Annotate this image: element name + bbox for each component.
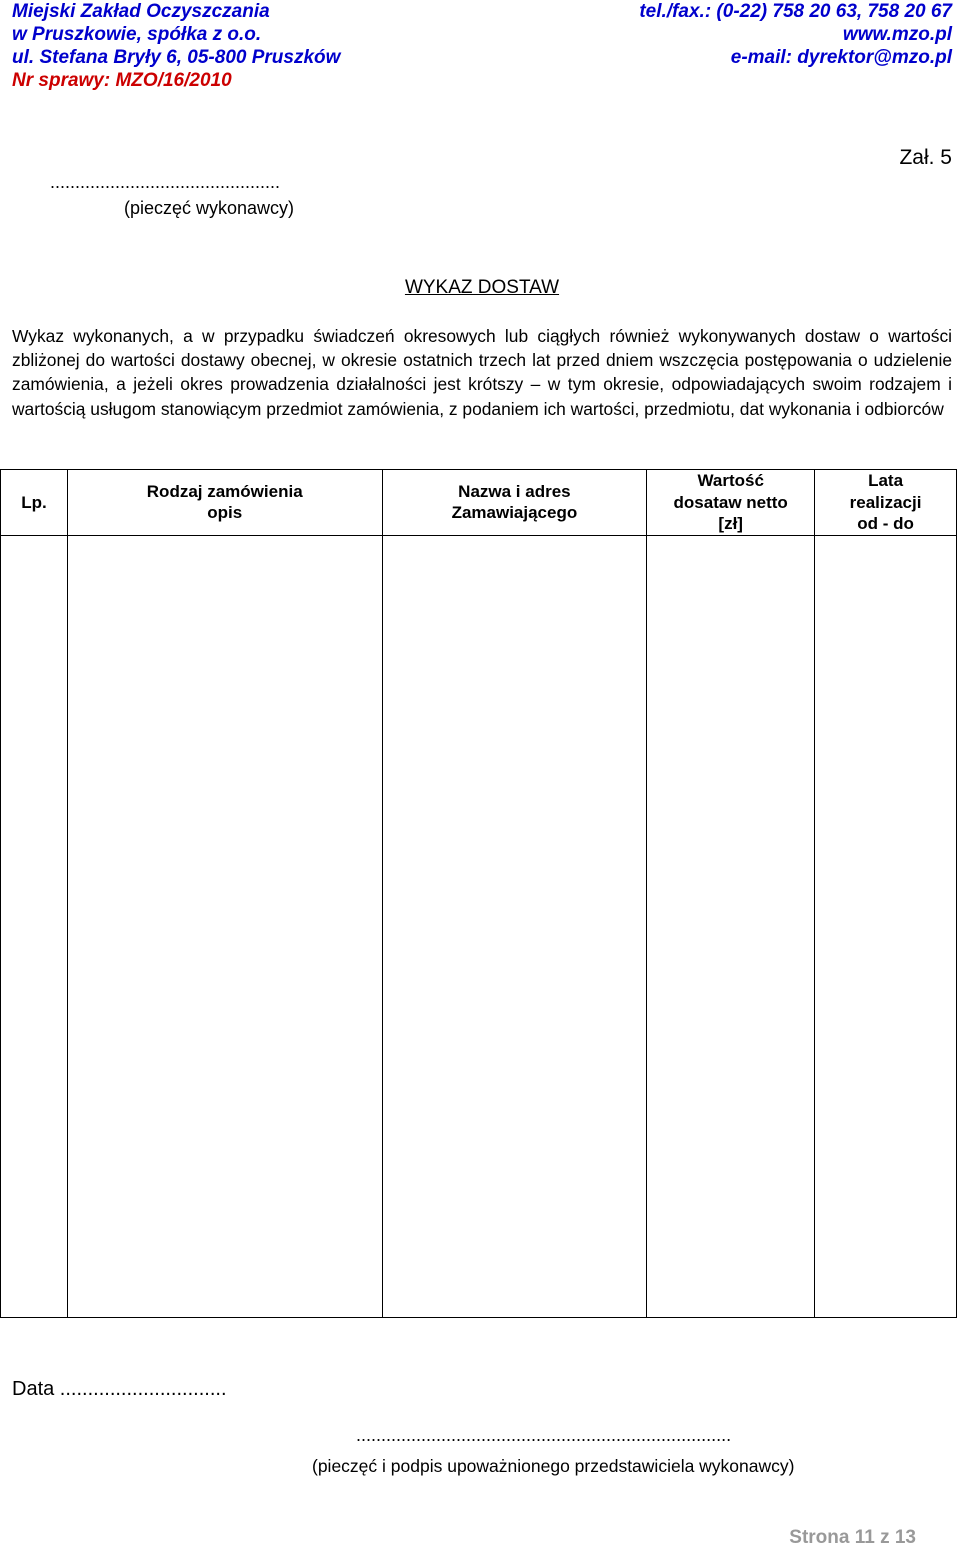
contractor-stamp-label: (pieczęć wykonawcy) xyxy=(124,198,295,218)
table-cell-order-type[interactable] xyxy=(67,535,382,1317)
column-header-years: Lata realizacji od - do xyxy=(815,470,957,536)
table-cell-years[interactable] xyxy=(815,535,957,1317)
table-cell-client[interactable] xyxy=(382,535,647,1317)
signature-line: ........................................................................... xyxy=(356,1425,732,1445)
description-paragraph: Wykaz wykonanych, a w przypadku świadczeń okresowych lub ciągłych również wykonywanych dostaw o wartości zbliżonej do wartości dostawy obecnej, w okresie ostatnich trzech lat przed dniem wszczęcia postępowania o udzielenie zamówienia, a jeżeli okres prowadzenia działalności jest krótszy – w tym okresie, odpowiadających swoim rodzajem i wartością usługom stanowiącym przedmiot zamówienia, z podaniem ich wartości, przedmiotu, dat wykonania i odbiorców xyxy=(12,326,952,419)
column-header-net-value: Wartość dosataw netto [zł] xyxy=(647,470,815,536)
phone-fax: tel./fax.: (0-22) 758 20 63, 758 20 67 xyxy=(639,1,952,22)
column-header-client: Nazwa i adres Zamawiającego xyxy=(382,470,647,536)
case-number: Nr sprawy: MZO/16/2010 xyxy=(12,70,232,91)
company-legal-form: w Pruszkowie, spółka z o.o. xyxy=(12,24,262,45)
company-name: Miejski Zakład Oczyszczania xyxy=(12,1,270,22)
company-address: ul. Stefana Bryły 6, 05-800 Pruszków xyxy=(12,47,341,68)
deliveries-table xyxy=(0,469,957,1318)
table-header-row xyxy=(1,470,957,536)
table-cell-net-value[interactable] xyxy=(647,535,815,1317)
contractor-stamp-line: .............................................. xyxy=(50,172,281,192)
column-header-order-type: Rodzaj zamówienia opis xyxy=(67,470,382,536)
date-field: Data .............................. xyxy=(12,1378,227,1400)
signature-label: (pieczęć i podpis upoważnionego przedstawiciela wykonawcy) xyxy=(312,1456,795,1476)
contact-header xyxy=(639,0,952,69)
column-header-lp: Lp. xyxy=(1,470,68,536)
company-header xyxy=(12,0,340,92)
table-row xyxy=(1,535,957,1317)
email-link[interactable]: e-mail: dyrektor@mzo.pl xyxy=(730,47,952,68)
document-title: WYKAZ DOSTAW xyxy=(404,277,560,298)
website-link[interactable]: www.mzo.pl xyxy=(842,24,952,45)
page-number: Strona 11 z 13 xyxy=(789,1527,916,1548)
attachment-label: Zał. 5 xyxy=(899,146,952,169)
table-cell-lp[interactable] xyxy=(1,535,68,1317)
